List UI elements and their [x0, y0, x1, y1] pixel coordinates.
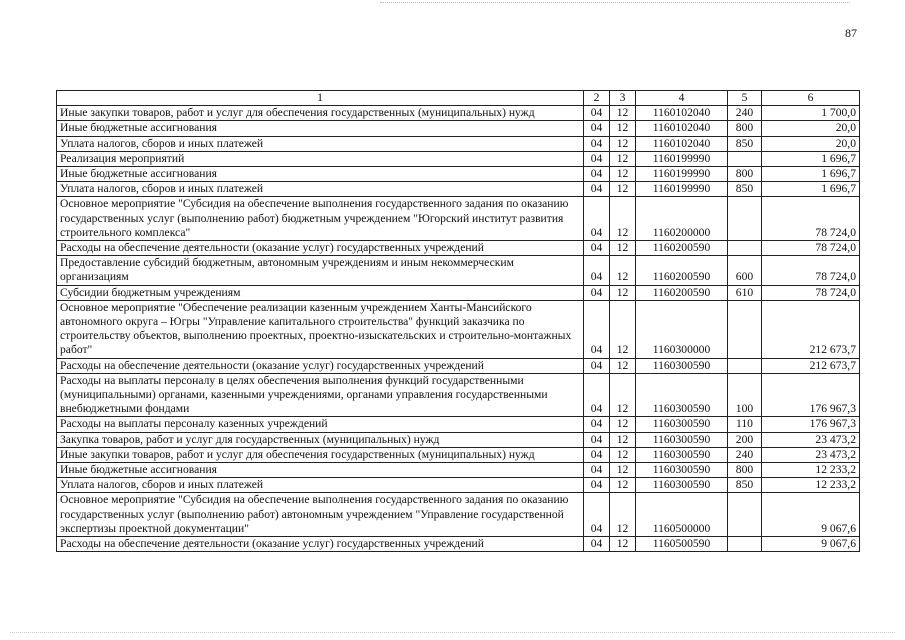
table-row: [57, 493, 860, 537]
row-name-cell: Иные бюджетные ассигнования: [57, 121, 584, 136]
row-target-article-cell: 1160300590: [636, 478, 728, 493]
row-section-cell: 04: [584, 463, 610, 478]
row-target-article-cell: 1160300590: [636, 463, 728, 478]
row-subsection-cell: 12: [610, 121, 636, 136]
row-target-article-cell: 1160300590: [636, 417, 728, 432]
row-name-cell: Уплата налогов, сборов и иных платежей: [57, 182, 584, 197]
row-subsection-cell: 12: [610, 256, 636, 285]
row-name-cell: Закупка товаров, работ и услуг для государственных (муниципальных) нужд: [57, 432, 584, 447]
row-amount-cell: 1 696,7: [762, 182, 860, 197]
header-col-1: 1: [57, 91, 584, 106]
table-row: [57, 241, 860, 256]
row-expense-type-cell: 610: [728, 285, 762, 300]
row-target-article-cell: 1160300590: [636, 373, 728, 417]
row-section-cell: 04: [584, 256, 610, 285]
table-row: [57, 151, 860, 166]
row-section-cell: 04: [584, 241, 610, 256]
budget-table: [56, 90, 860, 552]
row-section-cell: 04: [584, 106, 610, 121]
row-name-cell: Расходы на обеспечение деятельности (оказание услуг) государственных учреждений: [57, 241, 584, 256]
row-subsection-cell: 12: [610, 478, 636, 493]
row-expense-type-cell: 800: [728, 463, 762, 478]
row-name-cell: Субсидии бюджетным учреждениям: [57, 285, 584, 300]
row-target-article-cell: 1160300590: [636, 358, 728, 373]
row-name-cell: Основное мероприятие "Обеспечение реализации казенным учреждением Ханты-Мансийского автономного округа – Югры "Управление капитального строительства" функций заказчика по строительству объектов, выполнению проектных, проектно-изыскательских и строительно-монтажных работ": [57, 300, 584, 358]
row-expense-type-cell: [728, 493, 762, 537]
row-section-cell: 04: [584, 300, 610, 358]
row-amount-cell: 23 473,2: [762, 432, 860, 447]
row-amount-cell: 78 724,0: [762, 197, 860, 241]
row-amount-cell: 176 967,3: [762, 373, 860, 417]
table-row: [57, 285, 860, 300]
row-subsection-cell: 12: [610, 432, 636, 447]
table-row: [57, 478, 860, 493]
row-expense-type-cell: 850: [728, 182, 762, 197]
row-amount-cell: 9 067,6: [762, 493, 860, 537]
row-section-cell: 04: [584, 167, 610, 182]
row-target-article-cell: 1160300590: [636, 447, 728, 462]
page-number: 87: [845, 26, 857, 40]
row-amount-cell: 78 724,0: [762, 256, 860, 285]
table-row: [57, 373, 860, 417]
row-section-cell: 04: [584, 285, 610, 300]
row-target-article-cell: 1160102040: [636, 121, 728, 136]
row-name-cell: Иные закупки товаров, работ и услуг для обеспечения государственных (муниципальных) нужд: [57, 447, 584, 462]
row-target-article-cell: 1160102040: [636, 106, 728, 121]
row-name-cell: Уплата налогов, сборов и иных платежей: [57, 478, 584, 493]
row-expense-type-cell: 110: [728, 417, 762, 432]
table-row: [57, 136, 860, 151]
scan-artifact-bottom: [10, 632, 895, 634]
row-target-article-cell: 1160300590: [636, 432, 728, 447]
row-name-cell: Предоставление субсидий бюджетным, автономным учреждениям и иным некоммерческим организациям: [57, 256, 584, 285]
row-name-cell: Реализация мероприятий: [57, 151, 584, 166]
header-row: [57, 91, 860, 106]
row-expense-type-cell: [728, 358, 762, 373]
table-row: [57, 167, 860, 182]
row-target-article-cell: 1160200590: [636, 256, 728, 285]
row-expense-type-cell: [728, 197, 762, 241]
row-subsection-cell: 12: [610, 300, 636, 358]
row-subsection-cell: 12: [610, 182, 636, 197]
table-row: [57, 537, 860, 552]
row-target-article-cell: 1160200590: [636, 241, 728, 256]
row-section-cell: 04: [584, 493, 610, 537]
row-subsection-cell: 12: [610, 151, 636, 166]
table-row: [57, 300, 860, 358]
row-subsection-cell: 12: [610, 106, 636, 121]
header-col-4: 4: [636, 91, 728, 106]
row-section-cell: 04: [584, 358, 610, 373]
row-subsection-cell: 12: [610, 285, 636, 300]
row-amount-cell: 212 673,7: [762, 300, 860, 358]
table-row: [57, 197, 860, 241]
scan-artifact-top: [380, 2, 850, 4]
row-expense-type-cell: 800: [728, 167, 762, 182]
row-expense-type-cell: 600: [728, 256, 762, 285]
row-section-cell: 04: [584, 417, 610, 432]
row-section-cell: 04: [584, 447, 610, 462]
row-target-article-cell: 1160300000: [636, 300, 728, 358]
table-row: [57, 432, 860, 447]
row-subsection-cell: 12: [610, 537, 636, 552]
row-target-article-cell: 1160200000: [636, 197, 728, 241]
row-expense-type-cell: 200: [728, 432, 762, 447]
header-col-6: 6: [762, 91, 860, 106]
row-subsection-cell: 12: [610, 241, 636, 256]
row-expense-type-cell: 240: [728, 447, 762, 462]
row-target-article-cell: 1160102040: [636, 136, 728, 151]
row-subsection-cell: 12: [610, 136, 636, 151]
row-expense-type-cell: 850: [728, 136, 762, 151]
row-expense-type-cell: 850: [728, 478, 762, 493]
row-amount-cell: 212 673,7: [762, 358, 860, 373]
row-name-cell: Расходы на обеспечение деятельности (оказание услуг) государственных учреждений: [57, 537, 584, 552]
table-row: [57, 358, 860, 373]
row-name-cell: Уплата налогов, сборов и иных платежей: [57, 136, 584, 151]
row-amount-cell: 9 067,6: [762, 537, 860, 552]
row-subsection-cell: 12: [610, 358, 636, 373]
row-amount-cell: 78 724,0: [762, 285, 860, 300]
table-header: [57, 91, 860, 106]
row-amount-cell: 176 967,3: [762, 417, 860, 432]
row-expense-type-cell: [728, 241, 762, 256]
header-col-2: 2: [584, 91, 610, 106]
row-subsection-cell: 12: [610, 463, 636, 478]
row-expense-type-cell: [728, 537, 762, 552]
row-section-cell: 04: [584, 478, 610, 493]
row-amount-cell: 12 233,2: [762, 478, 860, 493]
row-name-cell: Иные закупки товаров, работ и услуг для обеспечения государственных (муниципальных) нужд: [57, 106, 584, 121]
row-amount-cell: 1 696,7: [762, 151, 860, 166]
row-section-cell: 04: [584, 121, 610, 136]
table-body: [57, 106, 860, 552]
row-expense-type-cell: 240: [728, 106, 762, 121]
row-amount-cell: 20,0: [762, 136, 860, 151]
row-subsection-cell: 12: [610, 493, 636, 537]
table-row: [57, 447, 860, 462]
row-target-article-cell: 1160199990: [636, 167, 728, 182]
row-section-cell: 04: [584, 373, 610, 417]
row-name-cell: Расходы на выплаты персоналу в целях обеспечения выполнения функций государственными (муниципальными) органами, казенными учреждениями, органами управления государственными внебюджетными фондами: [57, 373, 584, 417]
row-name-cell: Расходы на выплаты персоналу казенных учреждений: [57, 417, 584, 432]
row-amount-cell: 23 473,2: [762, 447, 860, 462]
row-amount-cell: 78 724,0: [762, 241, 860, 256]
row-expense-type-cell: [728, 300, 762, 358]
row-name-cell: Основное мероприятие "Субсидия на обеспечение выполнения государственного задания по оказанию государственных услуг (выполнению работ) бюджетным учреждением "Югорский институт развития строительного комплекса": [57, 197, 584, 241]
row-expense-type-cell: 800: [728, 121, 762, 136]
table-row: [57, 106, 860, 121]
table-row: [57, 182, 860, 197]
row-section-cell: 04: [584, 432, 610, 447]
row-subsection-cell: 12: [610, 197, 636, 241]
table-row: [57, 417, 860, 432]
row-amount-cell: 20,0: [762, 121, 860, 136]
header-col-3: 3: [610, 91, 636, 106]
row-section-cell: 04: [584, 537, 610, 552]
row-subsection-cell: 12: [610, 167, 636, 182]
row-target-article-cell: 1160500000: [636, 493, 728, 537]
row-expense-type-cell: 100: [728, 373, 762, 417]
row-subsection-cell: 12: [610, 447, 636, 462]
table-row: [57, 463, 860, 478]
row-section-cell: 04: [584, 151, 610, 166]
row-subsection-cell: 12: [610, 417, 636, 432]
row-expense-type-cell: [728, 151, 762, 166]
table-row: [57, 121, 860, 136]
row-amount-cell: 1 696,7: [762, 167, 860, 182]
row-target-article-cell: 1160199990: [636, 151, 728, 166]
row-name-cell: Иные бюджетные ассигнования: [57, 167, 584, 182]
row-subsection-cell: 12: [610, 373, 636, 417]
row-amount-cell: 1 700,0: [762, 106, 860, 121]
row-section-cell: 04: [584, 197, 610, 241]
row-target-article-cell: 1160200590: [636, 285, 728, 300]
row-section-cell: 04: [584, 182, 610, 197]
row-amount-cell: 12 233,2: [762, 463, 860, 478]
header-col-5: 5: [728, 91, 762, 106]
row-target-article-cell: 1160500590: [636, 537, 728, 552]
row-name-cell: Основное мероприятие "Субсидия на обеспечение выполнения государственного задания по оказанию государственных услуг (выполнению работ) автономным учреждением "Управление государственной экспертизы проектной документации": [57, 493, 584, 537]
row-section-cell: 04: [584, 136, 610, 151]
row-name-cell: Иные бюджетные ассигнования: [57, 463, 584, 478]
table-row: [57, 256, 860, 285]
row-target-article-cell: 1160199990: [636, 182, 728, 197]
row-name-cell: Расходы на обеспечение деятельности (оказание услуг) государственных учреждений: [57, 358, 584, 373]
